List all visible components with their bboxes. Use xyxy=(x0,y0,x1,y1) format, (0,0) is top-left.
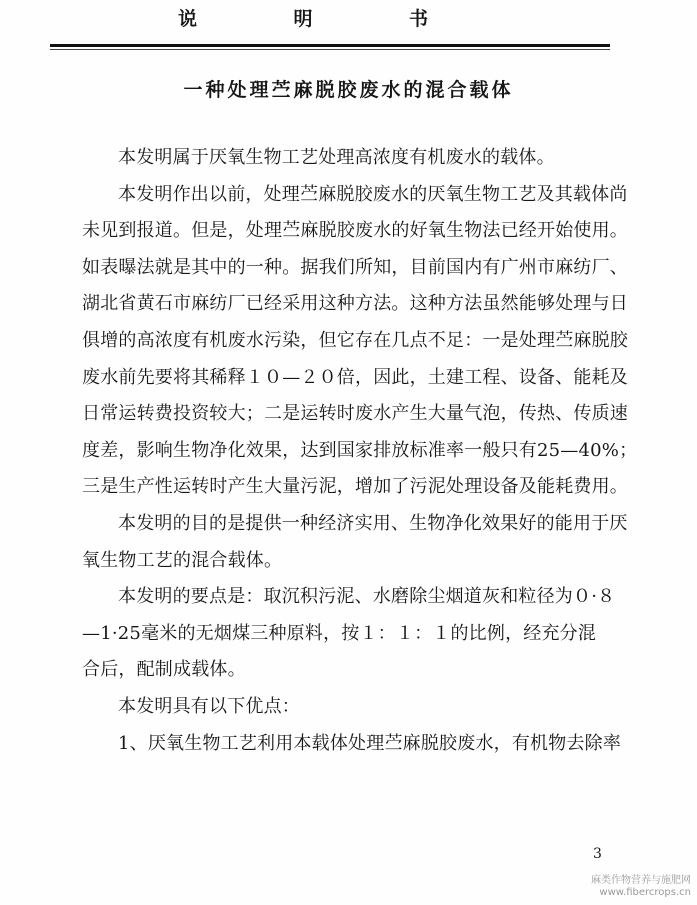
body-line: 日常运转费投资较大；二是运转时废水产生大量气泡，传热、传质速 xyxy=(82,403,628,425)
body-line: 度差，影响生物净化效果，达到国家排放标准率一般只有25—40%； xyxy=(82,439,638,461)
body-line: 湖北省黄石市麻纺厂已经采用这种方法。这种方法虽然能够处理与日 xyxy=(82,293,628,315)
watermark-line-2: www.fibercrops.cn xyxy=(599,887,691,898)
body-line: —1·25毫米的无烟煤三种原料，按１：１：１的比例，经充分混 xyxy=(82,622,597,644)
body-line: 三是生产性运转时产生大量污泥，增加了污泥处理设备及能耗费用。 xyxy=(82,476,628,498)
watermark-line-1: 麻类作物营养与施肥网 xyxy=(591,875,691,886)
header-rule xyxy=(50,44,610,47)
body-line: 本发明属于厌氧生物工艺处理高浓度有机废水的载体。 xyxy=(118,147,555,168)
body-line: 废水前先要将其稀释１０—２０倍，因此，土建工程、设备、能耗及 xyxy=(82,366,628,388)
body-line: 俱增的高浓度有机废水污染，但它存在几点不足：一是处理苎麻脱胶 xyxy=(82,329,628,351)
body-line: 本发明的目的是提供一种经济实用、生物净化效果好的能用于厌 xyxy=(118,512,628,534)
body-line: 本发明具有以下优点： xyxy=(118,695,300,717)
site-watermark xyxy=(591,875,691,899)
body-line: 1、厌氧生物工艺利用本载体处理苎麻脱胶废水，有机物去除率 xyxy=(118,732,622,754)
document-body xyxy=(82,140,642,762)
body-line: 本发明作出以前，处理苎麻脱胶废水的厌氧生物工艺及其载体尚 xyxy=(118,183,628,205)
body-line: 未见到报道。但是，处理苎麻脱胶废水的好氧生物法已经开始使用。 xyxy=(82,220,628,242)
body-line: 合后，配制成载体。 xyxy=(82,659,246,681)
header-title xyxy=(178,4,428,31)
body-line: 本发明的要点是：取沉积污泥、水磨除尘烟道灰和粒径为０·８ xyxy=(118,586,616,608)
body-line: 如表曝法就是其中的一种。据我们所知，目前国内有广州市麻纺厂、 xyxy=(82,256,628,278)
header-rule-thin xyxy=(50,49,610,50)
page-number: 3 xyxy=(593,846,602,862)
document-title: 一种处理苎麻脱胶废水的混合载体 xyxy=(183,79,514,101)
header-char-1: 说 xyxy=(178,8,198,30)
header-char-2: 明 xyxy=(293,8,313,30)
body-line: 氧生物工艺的混合载体。 xyxy=(82,549,283,571)
header-char-3: 书 xyxy=(408,8,428,30)
